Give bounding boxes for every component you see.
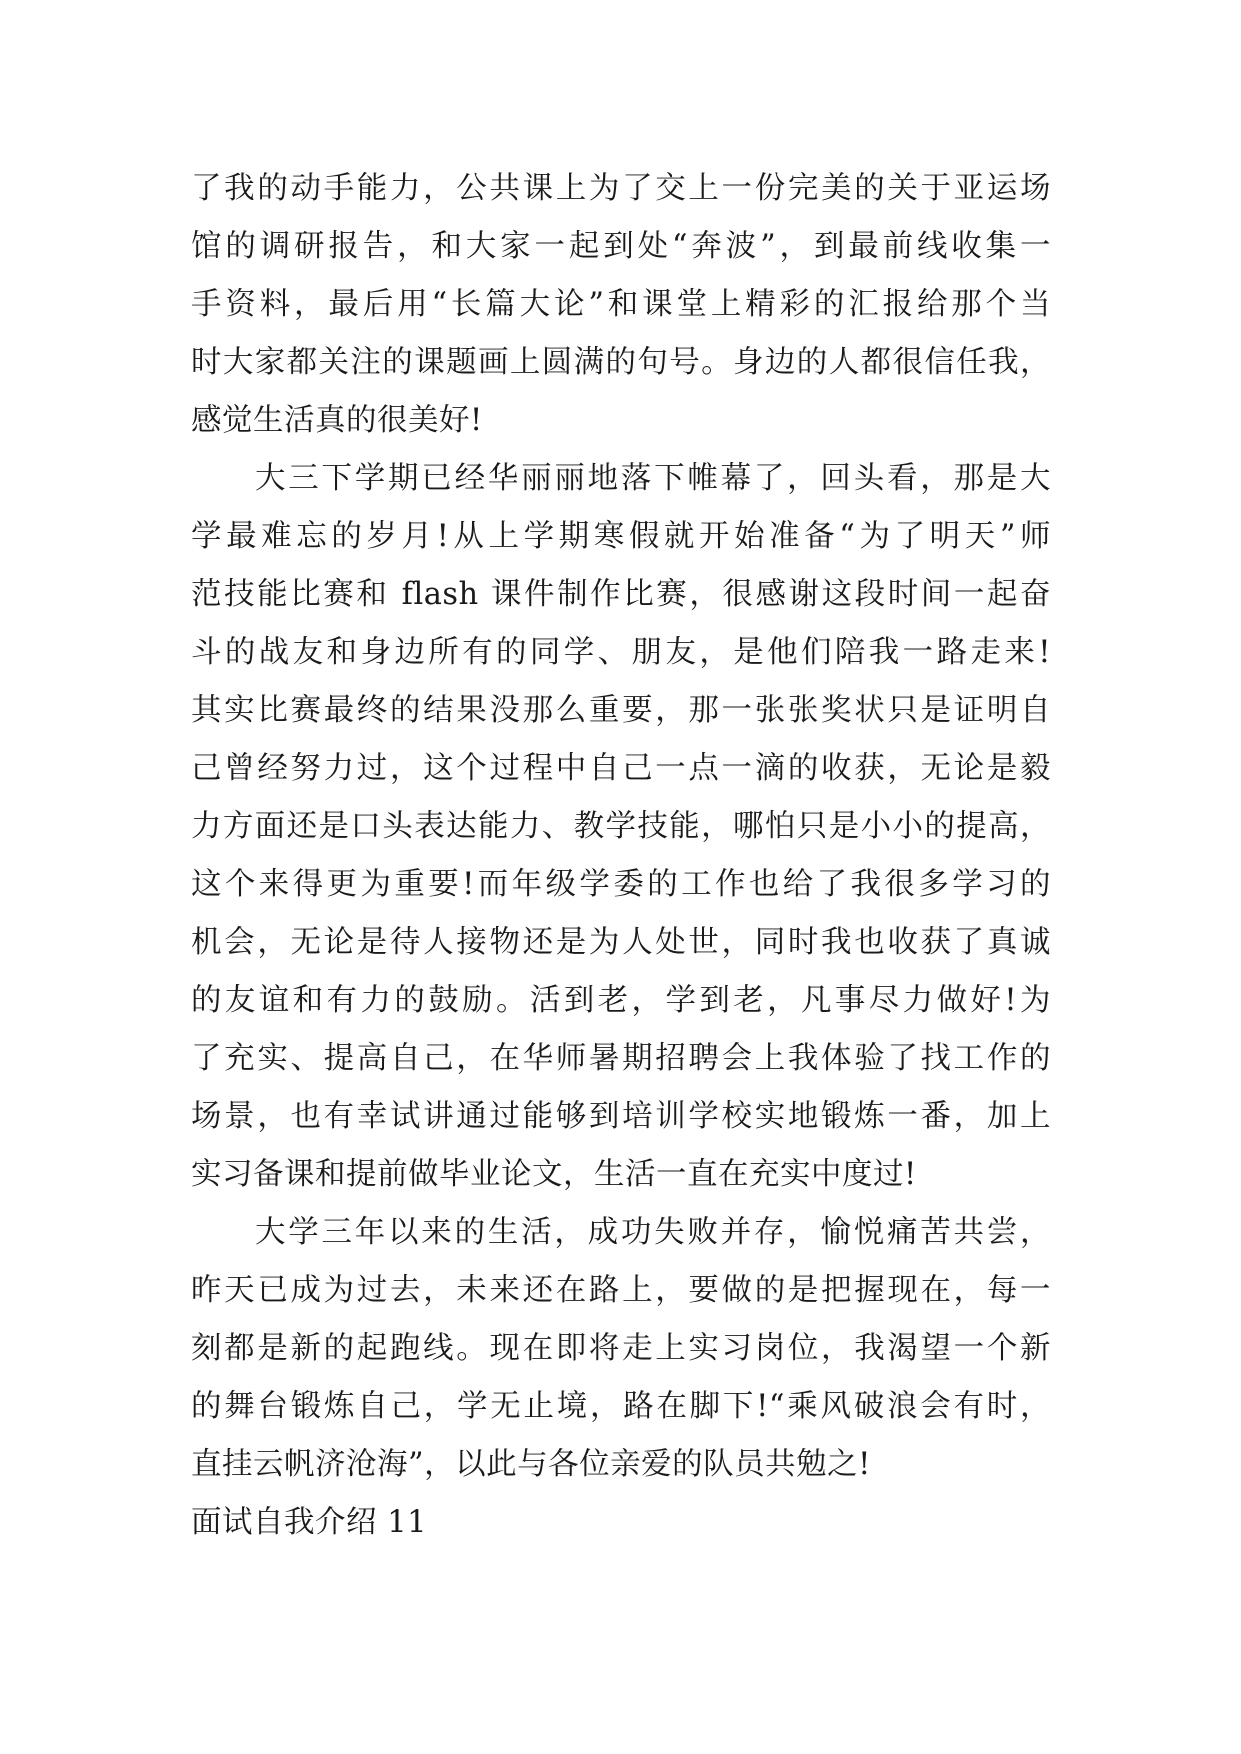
text-line: 刻都是新的起跑线。现在即将走上实习岗位，我渴望一个新: [191, 1331, 1051, 1366]
text-line: 了我的动手能力，公共课上为了交上一份完美的关于亚运场: [191, 171, 1051, 206]
text-line: 了充实、提高自己，在华师暑期招聘会上我体验了找工作的: [191, 1041, 1051, 1076]
text-line: 斗的战友和身边所有的同学、朋友，是他们陪我一路走来!: [191, 635, 1051, 670]
text-line: 直挂云帆济沧海”，以此与各位亲爱的队员共勉之!: [191, 1447, 871, 1482]
text-line: 馆的调研报告，和大家一起到处“奔波”，到最前线收集一: [191, 229, 1051, 264]
text-line: 力方面还是口头表达能力、教学技能，哪怕只是小小的提高，: [191, 809, 1051, 844]
text-line: 己曾经努力过，这个过程中自己一点一滴的收获，无论是毅: [191, 751, 1051, 786]
text-line: 实习备课和提前做毕业论文，生活一直在充实中度过!: [191, 1157, 917, 1192]
body-text: [191, 160, 1051, 1552]
text-line: 时大家都关注的课题画上圆满的句号。身边的人都很信任我，: [191, 345, 1051, 380]
text-line: 大三下学期已经华丽丽地落下帷幕了，回头看，那是大: [255, 461, 1051, 496]
section-heading: 面试自我介绍 11: [191, 1505, 428, 1540]
text-line: 的舞台锻炼自己，学无止境，路在脚下!“乘风破浪会有时，: [191, 1389, 1051, 1424]
text-line: 感觉生活真的很美好!: [191, 403, 483, 438]
text-line: 的友谊和有力的鼓励。活到老，学到老，凡事尽力做好!为: [191, 983, 1051, 1018]
text-line: 学最难忘的岁月!从上学期寒假就开始准备“为了明天”师: [191, 519, 1051, 554]
text-line: 范技能比赛和 flash 课件制作比赛，很感谢这段时间一起奋: [191, 577, 1051, 612]
text-line: 这个来得更为重要!而年级学委的工作也给了我很多学习的: [191, 867, 1051, 902]
text-line: 大学三年以来的生活，成功失败并存，愉悦痛苦共尝，: [255, 1215, 1051, 1250]
text-line: 昨天已成为过去，未来还在路上，要做的是把握现在，每一: [191, 1273, 1051, 1308]
text-line: 其实比赛最终的结果没那么重要，那一张张奖状只是证明自: [191, 693, 1051, 728]
text-line: 手资料，最后用“长篇大论”和课堂上精彩的汇报给那个当: [191, 287, 1051, 322]
text-line: 机会，无论是待人接物还是为人处世，同时我也收获了真诚: [191, 925, 1051, 960]
text-line: 场景，也有幸试讲通过能够到培训学校实地锻炼一番，加上: [191, 1099, 1051, 1134]
